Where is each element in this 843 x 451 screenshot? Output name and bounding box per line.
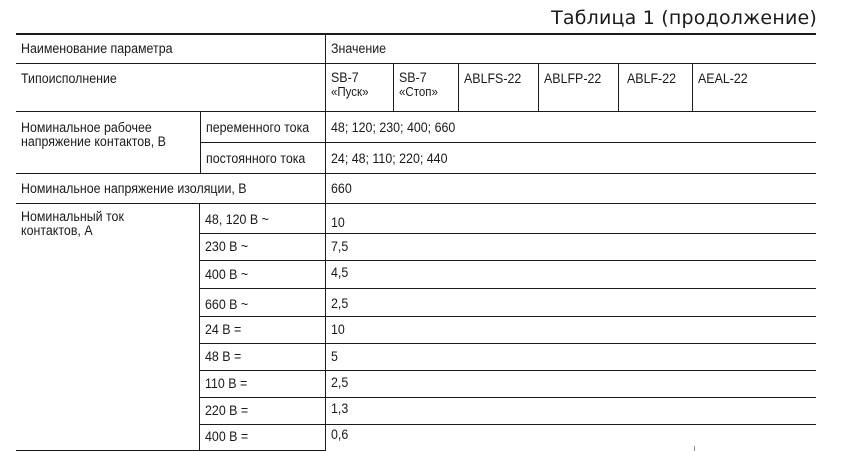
current-value: 2,5 [331, 375, 349, 390]
rule-top [16, 33, 816, 35]
current-cond: 48, 120 В ~ [205, 212, 269, 227]
header-value-label: Значение [331, 41, 387, 56]
rule-sub-column [200, 111, 201, 173]
rule-model-3 [538, 63, 539, 111]
current-label-line1: Номинальный ток [21, 209, 124, 224]
current-value: 4,5 [331, 265, 349, 280]
rule-model-5 [692, 63, 693, 111]
current-cond: 400 В = [205, 429, 249, 444]
dc-value: 24; 48; 110; 220; 440 [331, 151, 448, 166]
rule-voltage-bottom [16, 173, 816, 174]
rule-current-7 [200, 397, 816, 398]
current-cond: 400 В ~ [205, 267, 249, 282]
model-aeal-22: AEAL-22 [698, 71, 748, 86]
rule-model-1 [393, 63, 394, 111]
current-label-line2: контактов, А [21, 223, 93, 238]
current-value: 5 [331, 349, 338, 364]
voltage-label-line1: Номинальное рабочее [21, 120, 152, 135]
current-cond: 48 В = [205, 349, 242, 364]
current-cond: 230 В ~ [205, 239, 249, 254]
current-value: 10 [331, 215, 345, 230]
rule-insulation-bottom [16, 203, 816, 204]
tick-mark [694, 446, 695, 451]
current-value: 7,5 [331, 239, 349, 254]
ac-value: 48; 120; 230; 400; 660 [331, 120, 456, 135]
rule-model-2 [458, 63, 459, 111]
current-cond: 660 В ~ [205, 297, 249, 312]
model-sb7-start [331, 71, 368, 99]
model-ablfs-22: ABLFS-22 [464, 71, 522, 86]
table-caption: Таблица 1 (продолжение) [551, 7, 817, 29]
model-line2: «Пуск» [331, 85, 369, 99]
insulation-value: 660 [331, 181, 352, 196]
header-param-label: Наименование параметра [21, 41, 173, 56]
type-label: Типоисполнение [21, 71, 117, 86]
current-cond: 24 В = [205, 322, 242, 337]
insulation-label: Номинальное напряжение изоляции, В [21, 181, 247, 196]
rule-current-1 [200, 233, 816, 234]
rule-current-column [199, 203, 200, 450]
rule-type-bottom [16, 111, 816, 112]
model-line1: SB-7 [399, 70, 427, 85]
rule-current-2 [200, 260, 816, 261]
current-value: 10 [331, 322, 345, 337]
rule-ac-bottom [200, 142, 816, 143]
model-line2: «Стоп» [399, 85, 438, 99]
rule-model-4 [618, 63, 619, 111]
rule-current-8 [200, 424, 816, 425]
current-value: 0,6 [331, 427, 349, 442]
current-value: 2,5 [331, 296, 349, 311]
current-cond: 220 В = [205, 403, 249, 418]
dc-label: постоянного тока [206, 151, 306, 166]
current-cond: 110 В = [205, 376, 248, 391]
model-ablfp-22: ABLFP-22 [544, 71, 602, 86]
current-value: 1,3 [331, 401, 349, 416]
rule-value-column [325, 34, 326, 451]
voltage-label-line2: напряжение контактов, В [21, 134, 166, 149]
current-label [21, 210, 124, 238]
rule-header-bottom [16, 63, 816, 64]
model-line1: SB-7 [331, 70, 359, 85]
rule-current-3 [200, 288, 816, 289]
voltage-label [21, 121, 166, 149]
rule-current-5 [200, 343, 816, 344]
model-sb7-stop [399, 71, 438, 99]
rule-current-4 [200, 316, 816, 317]
model-ablf-22: ABLF-22 [627, 71, 677, 86]
ac-label: переменного тока [206, 120, 310, 135]
rule-current-6 [200, 370, 816, 371]
